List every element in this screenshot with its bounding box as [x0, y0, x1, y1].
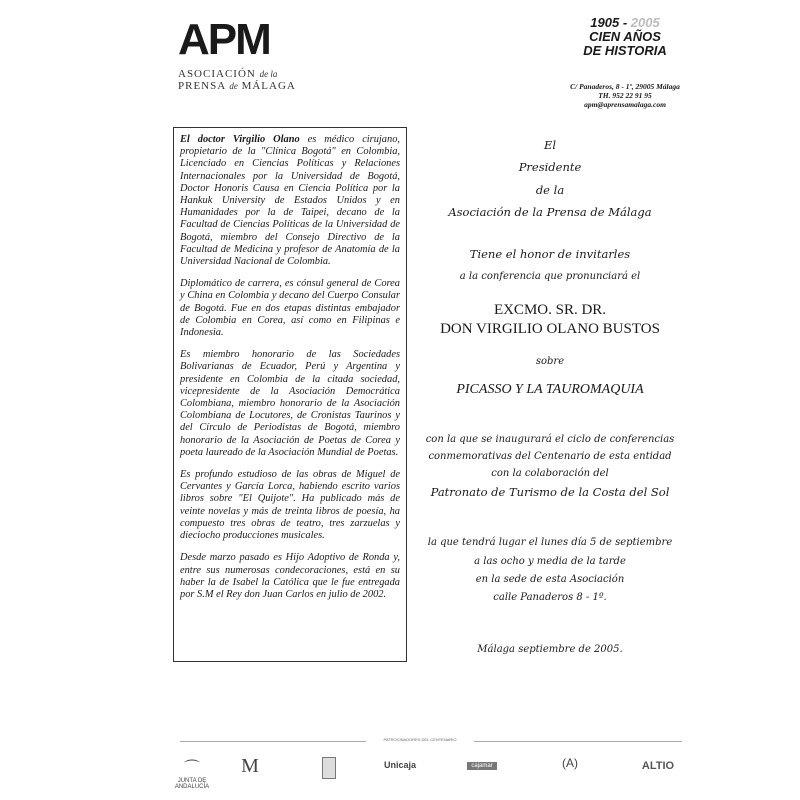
- speaker-name: DON VIRGILIO OLANO BUSTOS: [440, 321, 660, 337]
- invitation-line: sobre: [535, 356, 565, 367]
- invitation-line: en la sede de esta Asociación: [475, 574, 625, 585]
- contact-address: [540, 82, 710, 109]
- sponsor-logo-crest: [322, 757, 336, 779]
- invitation-line: Presidente: [518, 160, 582, 174]
- sponsor-logo-m: M: [241, 755, 259, 777]
- sponsor-logo-junta: ⌒ JUNTA DE ANDALUCÍA: [174, 760, 210, 790]
- association-name: ASOCIACIÓN de la PRENSA de MÁLAGA: [178, 68, 296, 92]
- sponsor-logo-unicaja: Unicaja: [383, 760, 416, 770]
- invitation-line: con la colaboración del: [491, 468, 609, 479]
- invitation-line: la que tendrá lugar el lunes día 5 de septiembre: [427, 537, 673, 548]
- bio-paragraph: Desde marzo pasado es Hijo Adoptivo de Ronda y, entre sus numerosas condecoraciones, está en su haber la de Isabel la Católica que le fue entregada por S.M el Rey don Juan Carlos en julio de 2002.: [180, 552, 400, 600]
- bio-paragraph: es médico cirujano, propietario de la "Clínica Bogotá" en Colombia, Licenciado en Ciencias Políticas y Relaciones Internacionales por la Universidad de Bogotá, Doctor Honoris Causa en Ciencia Política por la Hankuk University de Estados Unidos y en Humanidades por la de Taipei, decano de la Facultad de Ciencias Políticas de la Universidad de Bogotá, miembro del Consejo Directivo de la Facultad de Medicina y profesor de Anatomía de la Universidad Nacional de Colombia.: [180, 134, 400, 268]
- centenary-title: 1905 - 2005 CIEN AÑOS DE HISTORIA: [583, 15, 667, 58]
- invitation-line: Tiene el honor de invitarles: [469, 247, 631, 261]
- address: C/ Panaderos, 8 - 1º, 29005 Málaga: [570, 82, 680, 91]
- invitation-line: de la: [535, 183, 565, 197]
- email: apm@aprensamalaga.com: [584, 100, 666, 109]
- bio-name: El doctor Virgilio Olano: [180, 134, 300, 145]
- bio-paragraph: Diplomático de carrera, es cónsul general de Corea y China en Colombia y decano del Cuerpo Consular de Bogotá. Fue en dos etapas distintas embajador de Colombia en Corea, así como en Filipinas e Indonesia.: [180, 278, 400, 339]
- sponsor-logo-cajamar: cajamar: [467, 762, 497, 770]
- divider: [474, 741, 682, 742]
- lecture-topic: PICASSO Y LA TAUROMAQUIA: [456, 382, 644, 397]
- phone: TH. 952 22 91 95: [598, 91, 652, 100]
- speaker-biography: [173, 127, 407, 662]
- invitation-line: Asociación de la Prensa de Málaga: [448, 205, 652, 219]
- bio-paragraph: Es profundo estudioso de las obras de Miguel de Cervantes y García Lorca, habiendo escrito varios libros sobre "El Quijote". Ha publicado más de veinte novelas y más de treinta libros de poesía, ha compuesto tres obras de teatro, tres zarzuelas y dieciocho producciones musicales.: [180, 469, 400, 542]
- speaker-title: EXCMO. SR. DR.: [493, 302, 607, 318]
- apm-logo: APM: [178, 15, 270, 64]
- invitation-line: a la conferencia que pronunciará el: [459, 271, 641, 282]
- sponsor-logo-altio: ALTIO: [641, 760, 675, 772]
- invitation-line: conmemorativas del Centenario de esta entidad: [428, 451, 672, 462]
- invitation-line: El: [543, 138, 557, 152]
- invitation-line: con la que se inaugurará el ciclo de conferencias: [425, 434, 675, 445]
- invitation-closing: Málaga septiembre de 2005.: [477, 644, 623, 655]
- divider: [180, 741, 366, 742]
- bio-paragraph: Es miembro honorario de las Sociedades Bolivarianas de Ecuador, Perú y Argentina y presidente en Colombia de la citada sociedad, vicepresidente de la Asociación Democrática Colombiana, miembro honorario de la Asociación Colombiana de Locutores, de Cronistas Taurinos y del Círculo de Periodistas de Bogotá, miembro honorario de la Asociación de Poetas de Corea y poeta laureado de la Asociación Mundial de Poetas.: [180, 349, 400, 458]
- invitation-line: a las ocho y media de la tarde: [474, 556, 626, 567]
- sponsor-logo-a: (A): [562, 756, 578, 770]
- invitation-line: Patronato de Turismo de la Costa del Sol: [430, 485, 670, 499]
- invitation-line: calle Panaderos 8 - 1º.: [493, 592, 607, 603]
- sponsors-label: PATROCINADORES DEL CENTENARIO: [383, 737, 457, 742]
